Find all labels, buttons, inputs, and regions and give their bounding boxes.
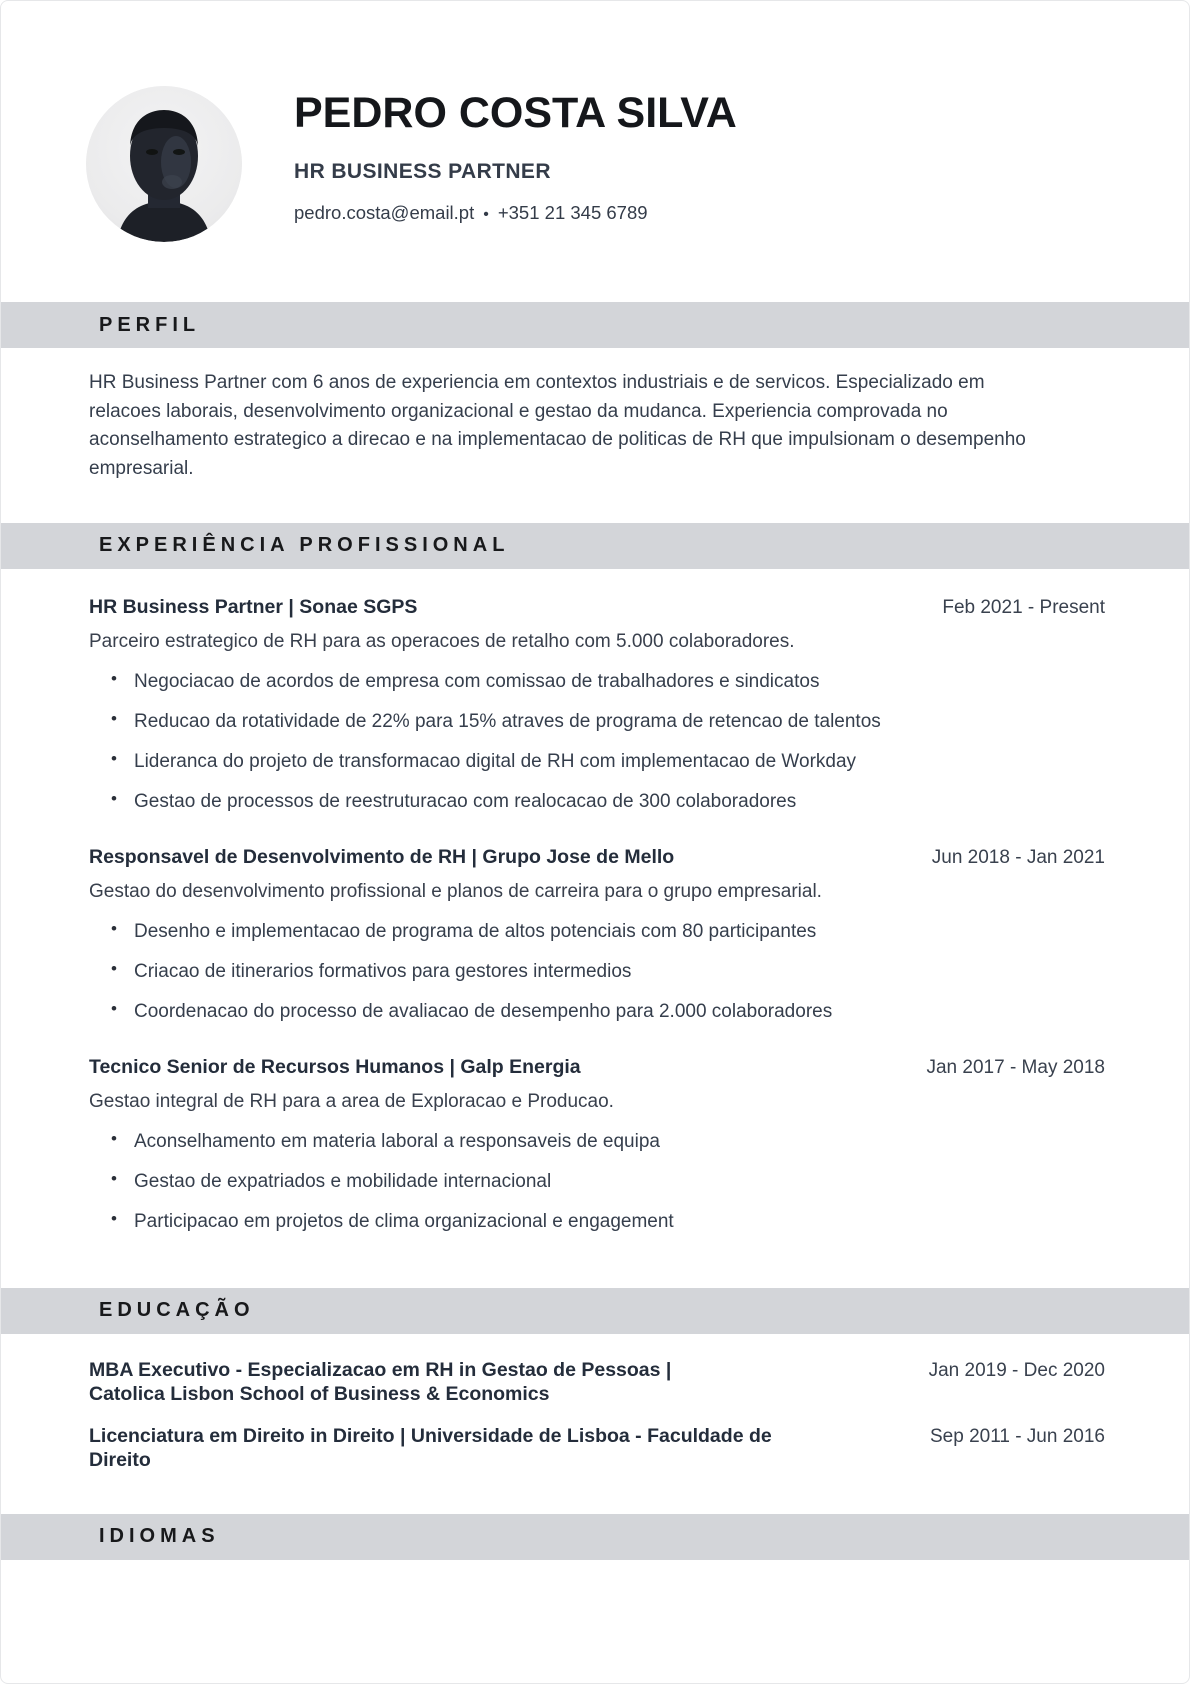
section-banner-education (1, 1288, 1189, 1334)
job-dates: Jan 2017 - May 2018 (926, 1056, 1105, 1078)
job-bullet: • Gestao de processos de reestruturacao com realocacao de 300 colaboradores (89, 790, 1105, 814)
job-bullet-list (89, 920, 1105, 1024)
resume-header (86, 86, 1105, 242)
section-banner-experience (1, 523, 1189, 569)
contact-line (294, 202, 737, 224)
profile-summary: HR Business Partner com 6 anos de experiencia em contextos industriais e de servicos. Especializado em relacoes laborais, desenvolvimento organizacional e gestao da mudanca. Experiencia comprovada no aconselhamento estrategico a direcao e na implementacao de politicas de RH que impulsionam o desempenho empresarial. (89, 372, 1026, 480)
job-bullet: • Gestao de expatriados e mobilidade internacional (89, 1170, 1105, 1194)
section-banner-profile (1, 302, 1189, 348)
job-title: Responsavel de Desenvolvimento de RH | Grupo Jose de Mello (89, 845, 675, 868)
job-bullet-list (89, 1130, 1105, 1234)
job-title: HR Business Partner | Sonae SGPS (89, 595, 418, 618)
education-entry (89, 1358, 1105, 1407)
job-entry (89, 845, 1105, 1024)
education-title: MBA Executivo - Especializacao em RH in Gestao de Pessoas | Catolica Lisbon School of Business & Economics (89, 1358, 672, 1406)
education-heading: EDUCAÇÃO (99, 1299, 255, 1322)
job-head (89, 1055, 1105, 1080)
job-bullet: • Coordenacao do processo de avaliacao de desempenho para 2.000 colaboradores (89, 1000, 1105, 1024)
job-summary: Parceiro estrategico de RH para as operacoes de retalho com 5.000 colaboradores. (89, 630, 795, 652)
job-summary: Gestao do desenvolvimento profissional e planos de carreira para o grupo empresarial. (89, 880, 822, 902)
job-dates: Jun 2018 - Jan 2021 (931, 846, 1105, 868)
job-bullet: • Aconselhamento em materia laboral a responsaveis de equipa (89, 1130, 1105, 1154)
profile-photo (86, 86, 242, 242)
contact-phone: +351 21 345 6789 (497, 202, 648, 223)
job-entry (89, 1055, 1105, 1234)
person-job-title: HR BUSINESS PARTNER (294, 160, 551, 183)
education-title: Licenciatura em Direito in Direito | Universidade de Lisboa - Faculdade de Direito (89, 1424, 772, 1472)
job-bullet: • Lideranca do projeto de transformacao digital de RH com implementacao de Workday (89, 750, 1105, 774)
contact-email: pedro.costa@email.pt (294, 202, 475, 223)
education-dates: Sep 2011 - Jun 2016 (929, 1425, 1105, 1447)
job-summary: Gestao integral de RH para a area de Exploracao e Producao. (89, 1090, 614, 1112)
languages-heading: IDIOMAS (99, 1525, 220, 1548)
job-bullet-list (89, 670, 1105, 814)
job-bullet: • Participacao em projetos de clima organizacional e engagement (89, 1210, 1105, 1234)
experience-heading: EXPERIÊNCIA PROFISSIONAL (99, 534, 510, 557)
job-bullet: • Negociacao de acordos de empresa com comissao de trabalhadores e sindicatos (89, 670, 1105, 694)
job-title: Tecnico Senior de Recursos Humanos | Galp Energia (89, 1055, 581, 1078)
job-dates: Feb 2021 - Present (942, 596, 1105, 618)
contact-separator-dot: • (483, 206, 489, 223)
education-entry (89, 1424, 1105, 1473)
person-name: PEDRO COSTA SILVA (294, 89, 737, 137)
job-head (89, 845, 1105, 870)
section-banner-languages (1, 1514, 1189, 1560)
profile-heading: PERFIL (99, 313, 201, 336)
job-bullet: • Desenho e implementacao de programa de altos potenciais com 80 participantes (89, 920, 1105, 944)
job-bullet: • Criacao de itinerarios formativos para gestores intermedios (89, 960, 1105, 984)
education-list (89, 1358, 1105, 1473)
education-dates: Jan 2019 - Dec 2020 (928, 1359, 1105, 1381)
header-text (294, 86, 737, 242)
portrait-image (86, 86, 242, 242)
job-head (89, 595, 1105, 620)
job-entry (89, 595, 1105, 814)
job-bullet: • Reducao da rotatividade de 22% para 15% atraves de programa de retencao de talentos (89, 710, 1105, 734)
